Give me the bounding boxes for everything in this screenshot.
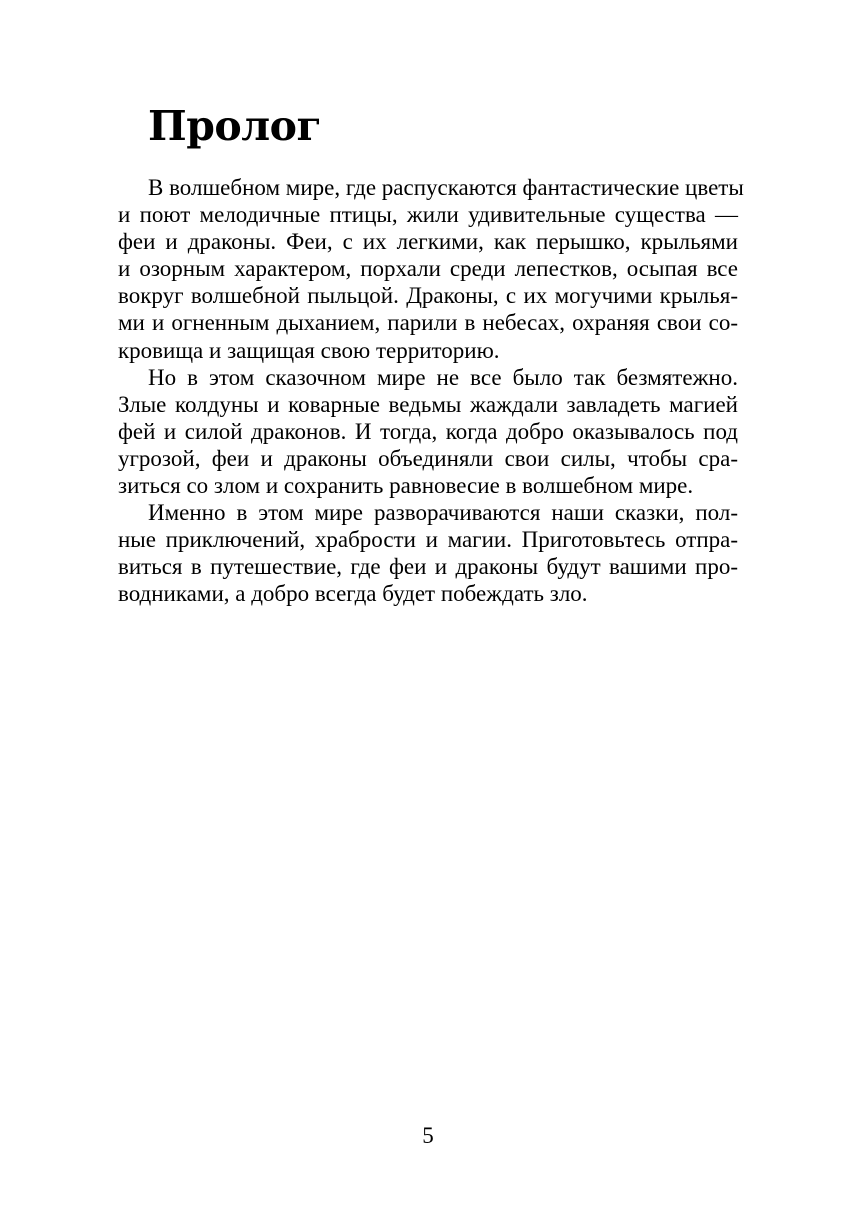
text-line: фей и силой драконов. И тогда, когда добро оказывалось под: [118, 418, 738, 444]
body-text: [118, 174, 744, 608]
page-title: Пролог: [148, 102, 322, 150]
text-line: и поют мелодичные птицы, жили удивительные существа —: [118, 202, 738, 228]
text-line: вокруг волшебной пыльцой. Драконы, с их могучими крылья-: [118, 283, 738, 309]
page-number: 5: [422, 1123, 434, 1148]
text-line: ные приключений, храбрости и магии. Приготовьтесь отпра-: [118, 527, 738, 553]
text-line: В волшебном мире, где распускаются фантастические цветы: [148, 175, 744, 200]
text-line: водниками, а добро всегда будет побеждать зло.: [118, 581, 588, 607]
text-line: Но в этом сказочном мире не все было так безмятежно.: [148, 364, 738, 390]
text-line: угрозой, феи и драконы объединяли свои силы, чтобы сра-: [118, 445, 738, 471]
text-line: виться в путешествие, где феи и драконы будут вашими про-: [118, 554, 738, 580]
paragraph-2: [118, 364, 738, 499]
text-line: Именно в этом мире разворачиваются наши сказки, пол-: [148, 500, 738, 526]
text-line: зиться со злом и сохранить равновесие в волшебном мире.: [118, 473, 694, 499]
text-line: и озорным характером, порхали среди лепестков, осыпая все: [118, 256, 738, 282]
text-line: феи и драконы. Феи, с их легкими, как перышко, крыльями: [118, 229, 738, 255]
text-line: кровища и защищая свою территорию.: [118, 337, 500, 363]
text-line: ми и огненным дыханием, парили в небесах, охраняя свои со-: [118, 310, 738, 336]
paragraph-3: [118, 499, 738, 607]
text-line: Злые колдуны и коварные ведьмы жаждали завладеть магией: [118, 391, 738, 417]
paragraph-1: [118, 174, 744, 364]
